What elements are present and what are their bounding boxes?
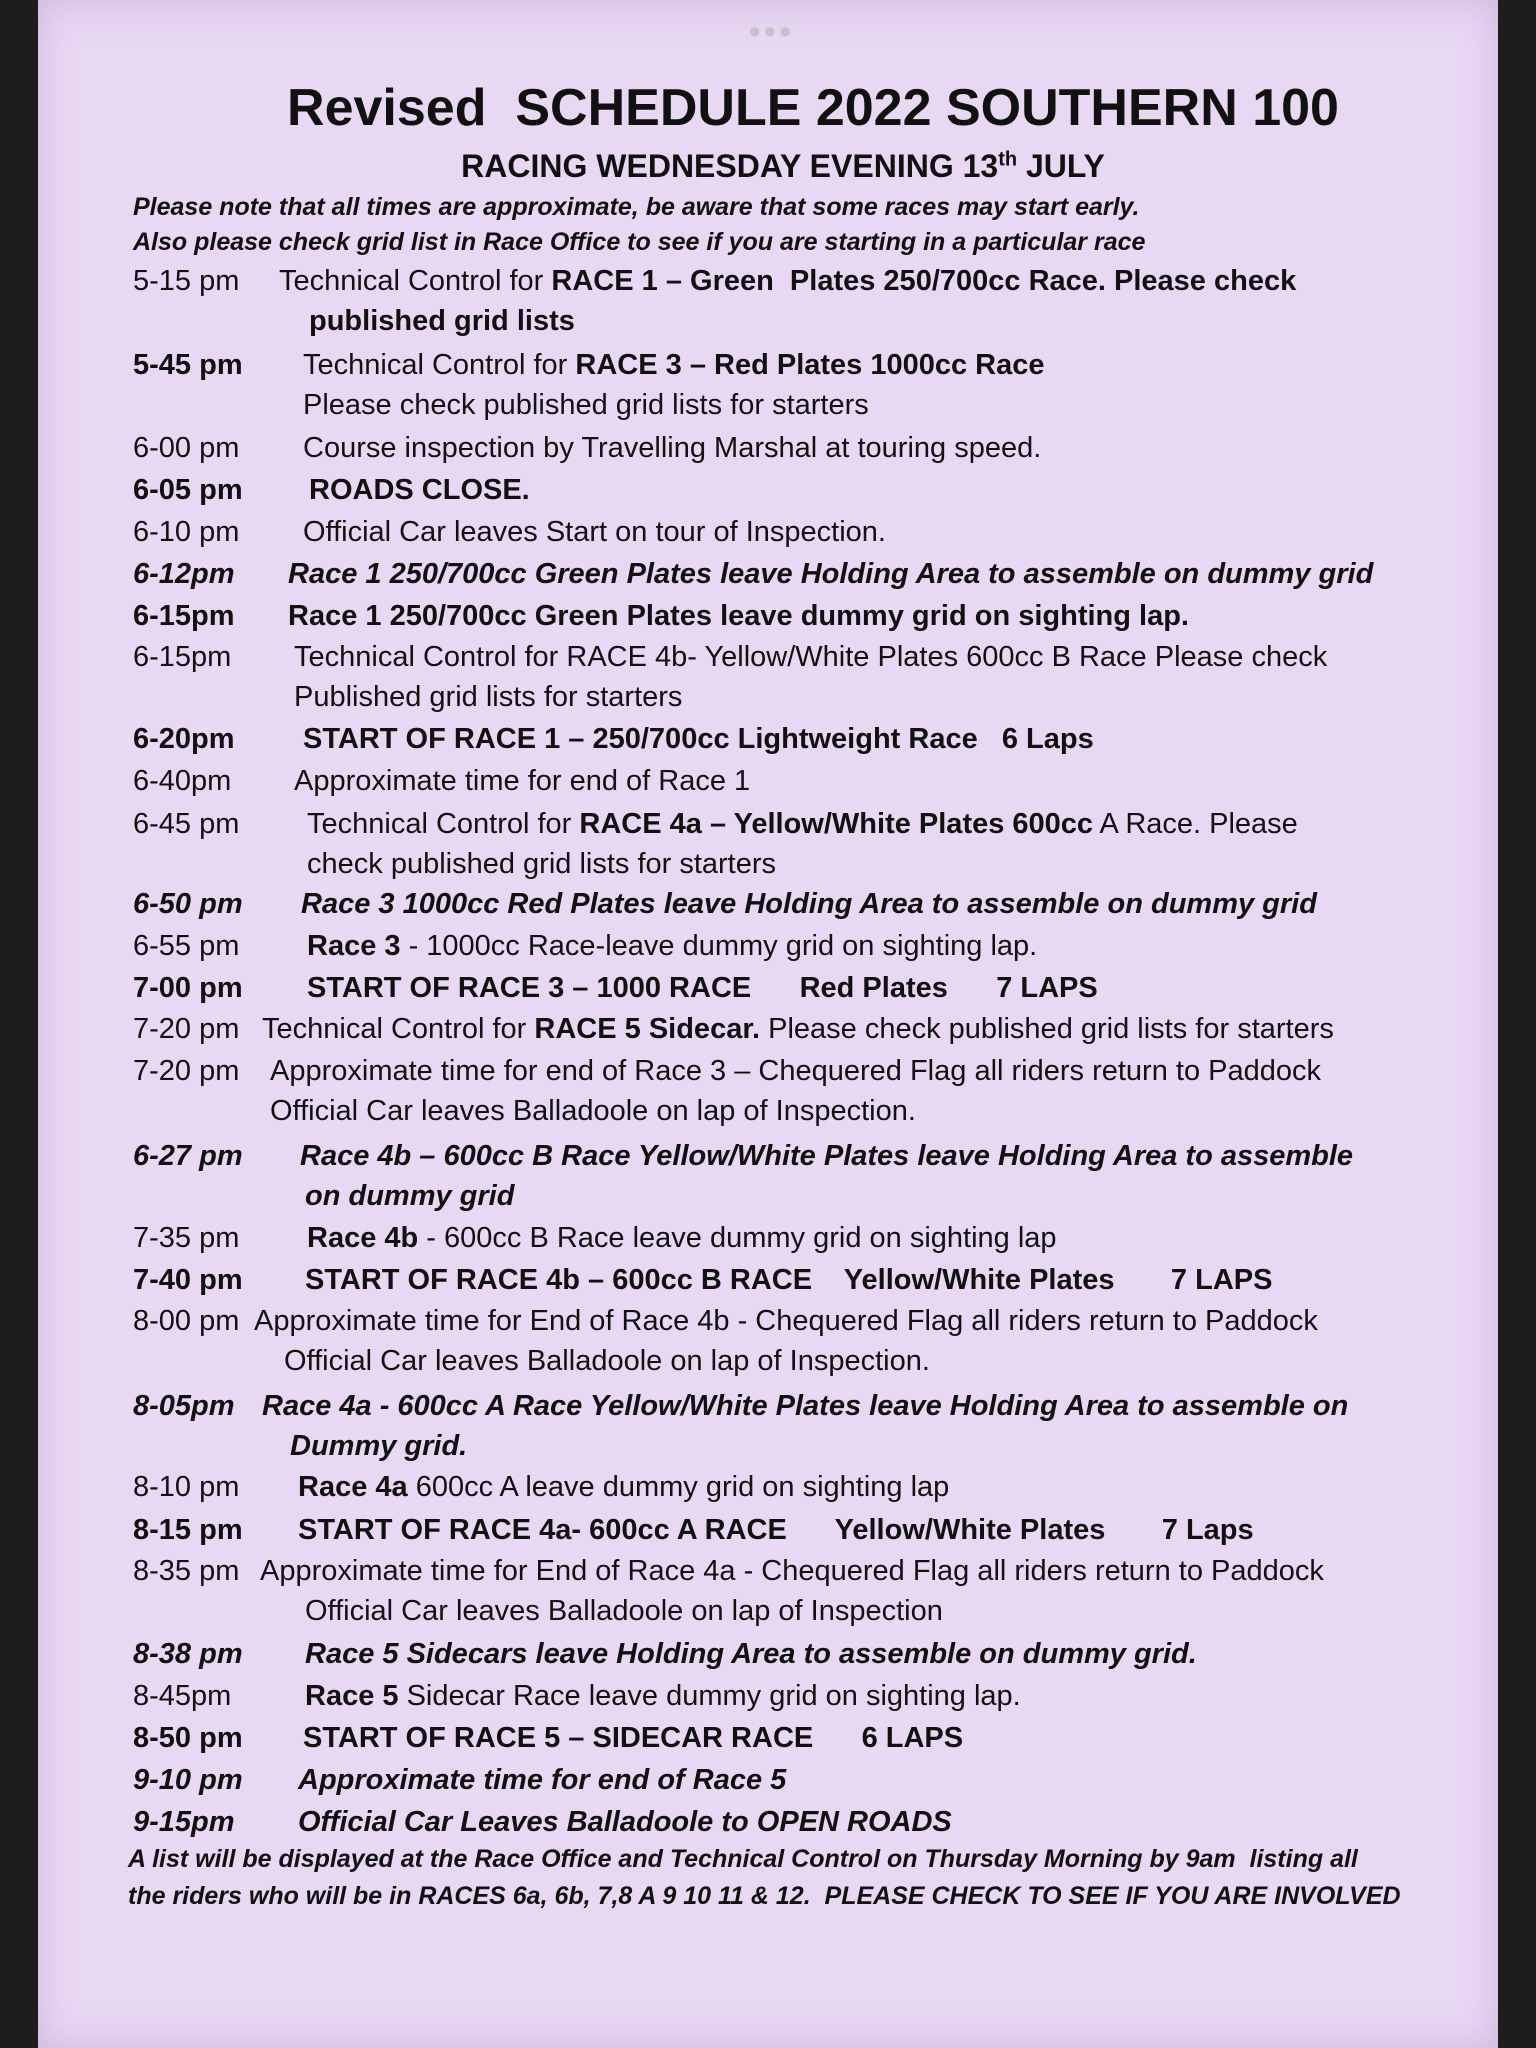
schedule-continuation: check published grid lists for starters: [307, 848, 777, 880]
schedule-time: 6-15pm: [133, 600, 235, 632]
schedule-time: 5-15 pm: [133, 265, 240, 297]
schedule-description: [307, 972, 1098, 1005]
schedule-time: 5-45 pm: [133, 349, 243, 381]
description-emphasis: Approximate time for end of Race 5: [298, 1764, 787, 1796]
description-emphasis: Race 1 250/700cc Green Plates leave dummy grid on sighting lap.: [288, 600, 1189, 632]
schedule-time: 6-40pm: [133, 765, 232, 797]
schedule-description: [300, 1140, 1353, 1173]
schedule-continuation: Dummy grid.: [290, 1430, 468, 1462]
description-emphasis: RACE 1 – Green Plates 250/700cc Race. Please check: [551, 265, 1297, 297]
schedule-time: 7-00 pm: [133, 972, 243, 1004]
schedule-description: [303, 516, 886, 549]
schedule-description: [298, 1471, 949, 1504]
description-emphasis: Race 4b: [307, 1222, 419, 1254]
subtitle-month: JULY: [1017, 148, 1105, 184]
schedule-time: 7-35 pm: [133, 1222, 240, 1254]
schedule-description: [307, 930, 1037, 963]
schedule-continuation: Published grid lists for starters: [294, 681, 683, 713]
schedule-description: [270, 1055, 1321, 1088]
schedule-continuation: on dummy grid: [305, 1180, 515, 1212]
schedule-description: [305, 1264, 1272, 1297]
schedule-time: 6-20pm: [133, 723, 235, 755]
schedule-continuation: Please check published grid lists for starters: [303, 389, 869, 421]
schedule-description: [305, 1638, 1197, 1671]
description-emphasis: START OF RACE 4a- 600cc A RACE Yellow/White Plates 7 Laps: [298, 1514, 1254, 1546]
schedule-description: [303, 432, 1041, 465]
description-tail: Sidecar Race leave dummy grid on sighting lap.: [398, 1680, 1021, 1712]
page-subtitle: [0, 148, 1536, 185]
description-plain: Approximate time for end of Race 1: [294, 765, 751, 797]
description-emphasis: RACE 4a – Yellow/White Plates 600cc: [579, 808, 1094, 840]
description-emphasis: Official Car Leaves Balladoole to OPEN ROADS: [298, 1806, 952, 1838]
description-tail: A Race. Please: [1093, 808, 1298, 840]
description-plain: Technical Control for RACE 4b- Yellow/White Plates 600cc B Race Please check: [294, 641, 1328, 673]
description-emphasis: ROADS CLOSE.: [309, 474, 530, 506]
schedule-time: 8-10 pm: [133, 1471, 240, 1503]
schedule-time: 6-10 pm: [133, 516, 240, 548]
description-emphasis: Race 5: [305, 1680, 399, 1712]
schedule-description: [294, 765, 750, 798]
description-tail: 600cc A leave dummy grid on sighting lap: [407, 1471, 950, 1503]
description-emphasis: START OF RACE 1 – 250/700cc Lightweight Race 6 Laps: [303, 723, 1094, 755]
description-plain: Approximate time for End of Race 4b - Chequered Flag all riders return to Paddock: [254, 1305, 1318, 1337]
schedule-continuation: Official Car leaves Balladoole on lap of Inspection.: [270, 1095, 916, 1127]
schedule-continuation: Official Car leaves Balladoole on lap of Inspection: [305, 1595, 943, 1627]
schedule-time: 8-35 pm: [133, 1555, 240, 1587]
description-emphasis: Race 5 Sidecars leave Holding Area to assemble on dummy grid.: [305, 1638, 1197, 1670]
footer-note-line: A list will be displayed at the Race Office and Technical Control on Thursday Morning by 9am listing all: [128, 1845, 1358, 1873]
schedule-description: [262, 1390, 1348, 1423]
description-plain: Course inspection by Travelling Marshal at touring speed.: [303, 432, 1042, 464]
description-emphasis: RACE 5 Sidecar.: [534, 1013, 761, 1045]
schedule-description: [298, 1806, 952, 1839]
schedule-description: [301, 888, 1317, 921]
schedule-time: 6-00 pm: [133, 432, 240, 464]
schedule-description: [303, 1722, 963, 1755]
description-emphasis: START OF RACE 3 – 1000 RACE Red Plates 7 LAPS: [307, 972, 1098, 1004]
description-emphasis: Race 1 250/700cc Green Plates leave Holding Area to assemble on dummy grid: [288, 558, 1374, 590]
description-emphasis: RACE 3 – Red Plates 1000cc Race: [575, 349, 1045, 381]
schedule-description: [305, 1680, 1021, 1713]
schedule-time: 9-10 pm: [133, 1764, 243, 1796]
note-line: Also please check grid list in Race Office to see if you are starting in a particular race: [133, 228, 1146, 256]
schedule-time: 6-12pm: [133, 558, 235, 590]
description-emphasis: Race 4a: [298, 1471, 408, 1503]
schedule-description: [303, 723, 1094, 756]
description-emphasis: Race 4a - 600cc A Race Yellow/White Plates leave Holding Area to assemble on: [262, 1390, 1349, 1422]
schedule-time: 6-45 pm: [133, 808, 240, 840]
description-plain: Technical Control for: [279, 265, 552, 297]
schedule-description: [298, 1764, 786, 1797]
schedule-time: 8-00 pm: [133, 1305, 240, 1337]
page-title: Revised SCHEDULE 2022 SOUTHERN 100: [287, 79, 1339, 137]
schedule-time: 8-05pm: [133, 1390, 235, 1422]
description-emphasis: START OF RACE 4b – 600cc B RACE Yellow/White Plates 7 LAPS: [305, 1264, 1273, 1296]
description-plain: Approximate time for end of Race 3 – Chequered Flag all riders return to Paddock: [270, 1055, 1321, 1087]
subtitle-suffix: th: [998, 148, 1018, 171]
footer-note-line: the riders who will be in RACES 6a, 6b, 7,8 A 9 10 11 & 12. PLEASE CHECK TO SEE IF YOU ARE INVOLVED: [128, 1882, 1401, 1910]
schedule-time: 9-15pm: [133, 1806, 235, 1838]
note-line: Please note that all times are approximate, be aware that some races may start early.: [133, 193, 1140, 221]
schedule-description: [307, 1222, 1057, 1255]
schedule-continuation: Official Car leaves Balladoole on lap of Inspection.: [284, 1345, 930, 1377]
description-plain: Technical Control for: [262, 1013, 535, 1045]
schedule-time: 6-27 pm: [133, 1140, 243, 1172]
description-tail: Please check published grid lists for starters: [760, 1013, 1334, 1045]
more-options-icon[interactable]: ●●●: [748, 18, 794, 43]
subtitle-text: RACING WEDNESDAY EVENING 13: [461, 148, 999, 184]
schedule-time: 6-50 pm: [133, 888, 243, 920]
schedule-description: [298, 1514, 1254, 1547]
schedule-time: 7-20 pm: [133, 1013, 240, 1045]
description-plain: Technical Control for: [303, 349, 576, 381]
schedule-time: 8-38 pm: [133, 1638, 243, 1670]
schedule-time: 8-15 pm: [133, 1514, 243, 1546]
description-tail: - 1000cc Race-leave dummy grid on sighting lap.: [400, 930, 1038, 962]
schedule-time: 8-45pm: [133, 1680, 232, 1712]
description-plain: Official Car leaves Start on tour of Inspection.: [303, 516, 886, 548]
description-emphasis: START OF RACE 5 – SIDECAR RACE 6 LAPS: [303, 1722, 964, 1754]
schedule-time: 6-15pm: [133, 641, 232, 673]
schedule-description: [303, 349, 1045, 382]
schedule-description: [309, 474, 530, 507]
schedule-time: 8-50 pm: [133, 1722, 243, 1754]
schedule-time: 7-40 pm: [133, 1264, 243, 1296]
schedule-description: [260, 1555, 1324, 1588]
schedule-description: [254, 1305, 1318, 1338]
schedule-continuation: published grid lists: [309, 305, 575, 337]
description-emphasis: Race 4b – 600cc B Race Yellow/White Plates leave Holding Area to assemble: [300, 1140, 1354, 1172]
schedule-time: 7-20 pm: [133, 1055, 240, 1087]
schedule-description: [307, 808, 1298, 841]
schedule-time: 6-55 pm: [133, 930, 240, 962]
schedule-description: [294, 641, 1327, 674]
schedule-description: [279, 265, 1296, 298]
description-plain: Technical Control for: [307, 808, 580, 840]
description-emphasis: Race 3 1000cc Red Plates leave Holding Area to assemble on dummy grid: [301, 888, 1317, 920]
schedule-description: [288, 558, 1373, 591]
description-plain: Approximate time for End of Race 4a - Chequered Flag all riders return to Paddock: [260, 1555, 1324, 1587]
description-emphasis: Race 3: [307, 930, 401, 962]
schedule-time: 6-05 pm: [133, 474, 243, 506]
schedule-description: [288, 600, 1189, 633]
schedule-description: [262, 1013, 1334, 1046]
description-tail: - 600cc B Race leave dummy grid on sighting lap: [418, 1222, 1057, 1254]
